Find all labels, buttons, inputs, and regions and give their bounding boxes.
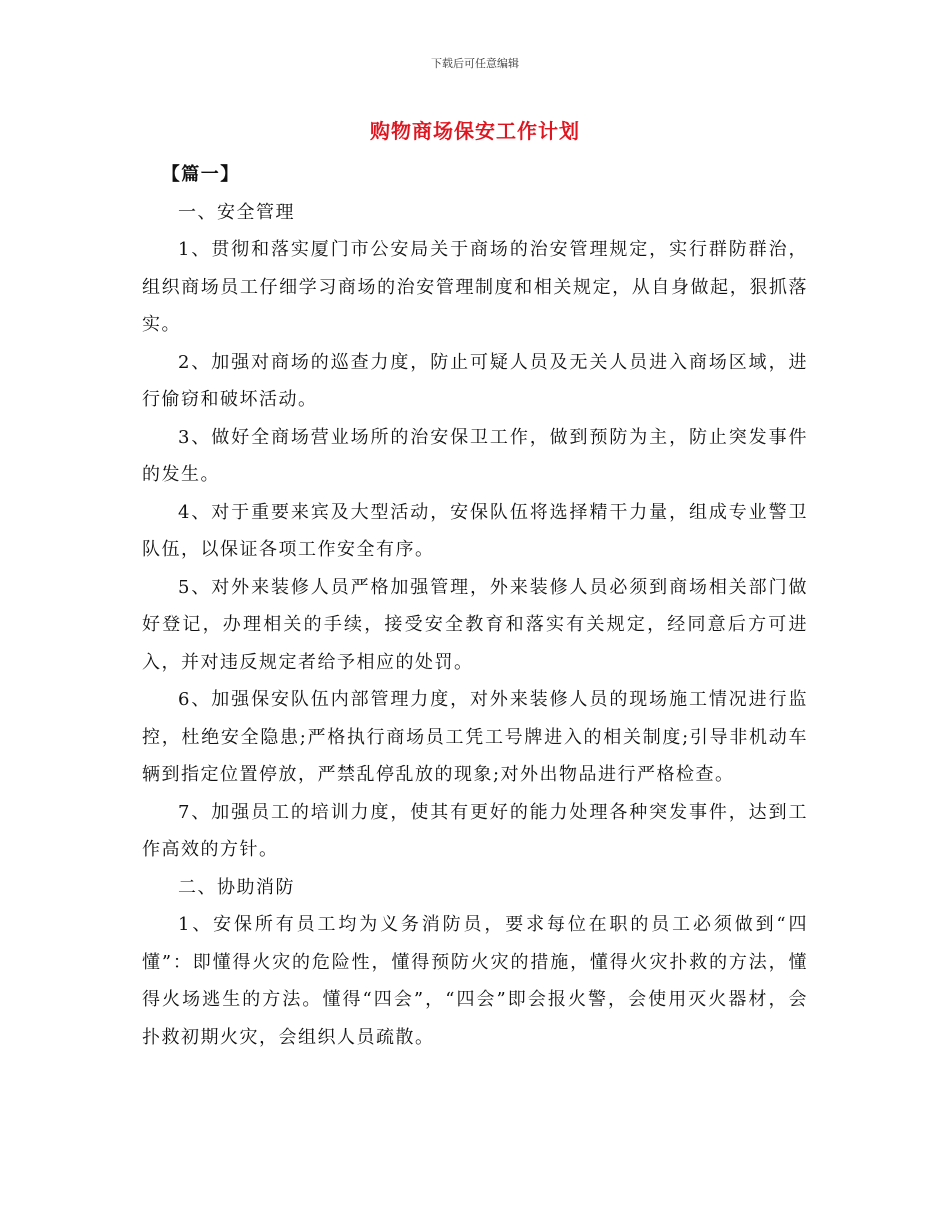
paragraph-safety-6: 6、加强保安队伍内部管理力度，对外来装修人员的现场施工情况进行监控，杜绝安全隐患;严格执行商场员工凭工号牌进入的相关制度;引导非机动车辆到指定位置停放，严禁乱停乱放的现象;对外出物品进行严格检查。 <box>142 689 808 785</box>
paragraph-safety-7: 7、加强员工的培训力度，使其有更好的能力处理各种突发事件，达到工作高效的方针。 <box>142 801 808 860</box>
paragraph-safety-2: 2、加强对商场的巡查力度，防止可疑人员及无关人员进入商场区域，进行偷窃和破坏活动。 <box>142 351 808 410</box>
document-body <box>142 156 808 1056</box>
header-note: 下载后可任意编辑 <box>431 57 519 70</box>
paragraph-safety-5: 5、对外来装修人员严格加强管理，外来装修人员必须到商场相关部门做好登记，办理相关的手续，接受安全教育和落实有关规定，经同意后方可进入，并对违反规定者给予相应的处罚。 <box>142 576 808 673</box>
paragraph-safety-1: 1、贯彻和落实厦门市公安局关于商场的治安管理规定，实行群防群治，组织商场员工仔细学习商场的治安管理制度和相关规定，从自身做起，狠抓落实。 <box>142 239 808 335</box>
paragraph-fire-1: 1、安保所有员工均为义务消防员，要求每位在职的员工必须做到“四懂”：即懂得火灾的危险性，懂得预防火灾的措施，懂得火灾扑救的方法，懂得火场逃生的方法。懂得“四会”，“四会”即会报火警，会使用灭火器材，会扑救初期火灾，会组织人员疏散。 <box>142 914 808 1048</box>
document-title: 购物商场保安工作计划 <box>370 119 580 143</box>
section-mark: 【篇一】 <box>161 164 240 185</box>
paragraph-safety-4: 4、对于重要来宾及大型活动，安保队伍将选择精干力量，组成专业警卫队伍，以保证各项工作安全有序。 <box>142 501 808 560</box>
heading-fire-assist: 二、协助消防 <box>178 876 295 898</box>
heading-safety-management: 一、安全管理 <box>178 201 295 223</box>
paragraph-safety-3: 3、做好全商场营业场所的治安保卫工作，做到预防为主，防止突发事件的发生。 <box>142 426 808 485</box>
